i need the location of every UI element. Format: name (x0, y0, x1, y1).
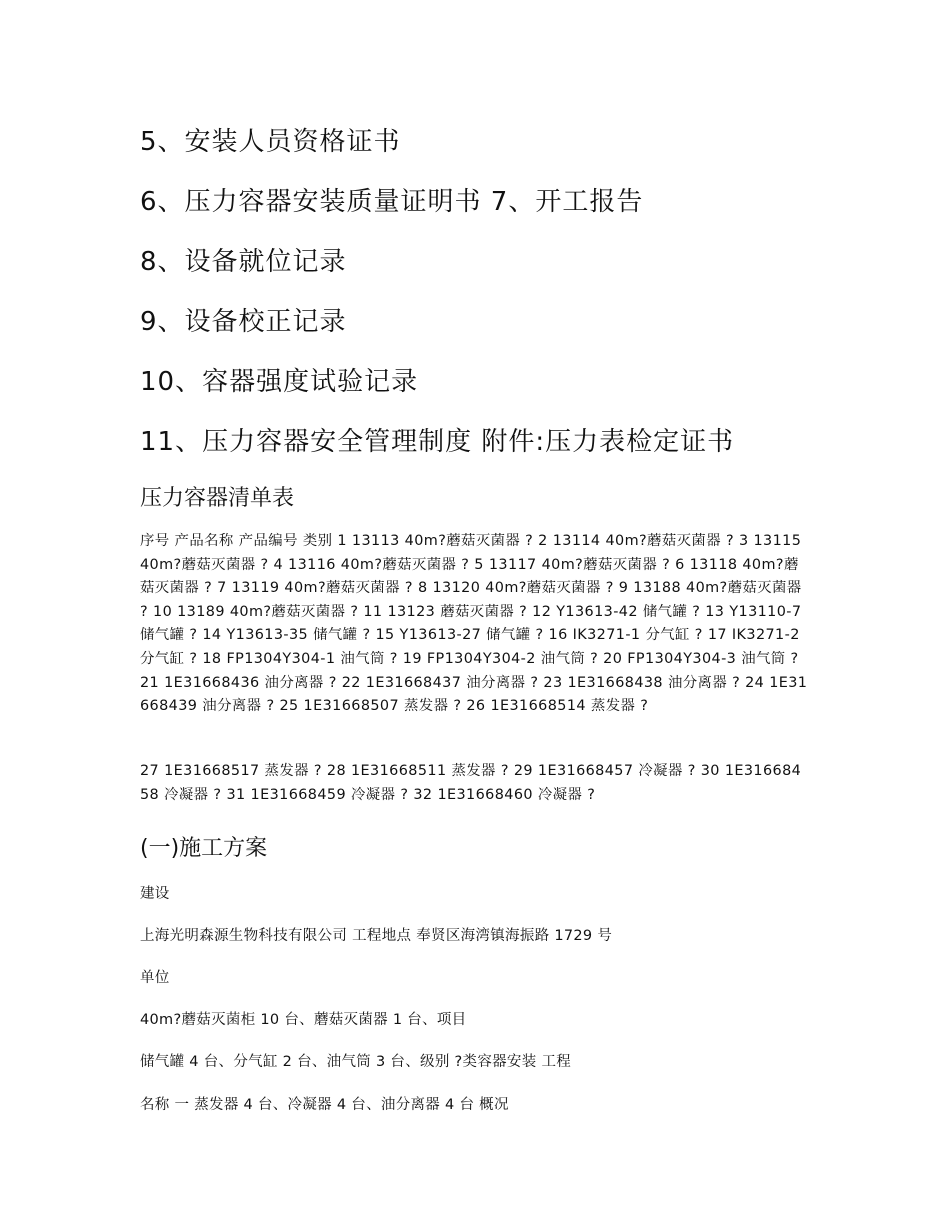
plan-line: 40m?蘑菇灭菌柜 10 台、蘑菇灭菌器 1 台、项目 (140, 1012, 467, 1028)
inventory-title: 压力容器清单表 (140, 486, 295, 511)
list-item-5: 5、安装人员资格证书 (140, 127, 401, 157)
plan-line: 建设 (140, 886, 170, 902)
plan-title: (一)施工方案 (140, 836, 268, 861)
list-item-10: 10、容器强度试验记录 (140, 367, 419, 397)
list-item-6-7: 6、压力容器安装质量证明书 7、开工报告 (140, 187, 644, 217)
list-item-9: 9、设备校正记录 (140, 307, 347, 337)
inventory-paragraph-2: 27 1E31668517 蒸发器 ? 28 1E31668511 蒸发器 ? 29 1E31668457 冷凝器 ? 30 1E31668458 冷凝器 ? 31 1E31668459 冷凝器 ? 32 1E31668460 冷凝器 ? (140, 763, 802, 803)
list-item-8: 8、设备就位记录 (140, 247, 347, 277)
plan-line: 上海光明森源生物科技有限公司 工程地点 奉贤区海湾镇海振路 1729 号 (140, 928, 613, 944)
list-item-11: 11、压力容器安全管理制度 附件:压力表检定证书 (140, 427, 735, 457)
plan-line: 储气罐 4 台、分气缸 2 台、油气筒 3 台、级别 ?类容器安装 工程 (140, 1054, 572, 1070)
plan-line: 名称 一 蒸发器 4 台、冷凝器 4 台、油分离器 4 台 概况 (140, 1097, 509, 1113)
plan-line: 单位 (140, 970, 170, 986)
inventory-paragraph-1: 序号 产品名称 产品编号 类别 1 13113 40m?蘑菇灭菌器 ? 2 13114 40m?蘑菇灭菌器 ? 3 13115 40m?蘑菇灭菌器 ? 4 13116 40m?蘑菇灭菌器 ? 5 13117 40m?蘑菇灭菌器 ? 6 13118 40m?蘑菇灭菌器 ? 7 13119 40m?蘑菇灭菌器 ? 8 13120 40m?蘑菇灭菌器 ? 9 13188 40m?蘑菇灭菌器 ? 10 13189 40m?蘑菇灭菌器 ? 11 13123 蘑菇灭菌器 ? 12 Y13613-42 储气罐 ? 13 Y13110-7 储气罐 ? 14 Y13613-35 储气罐 ? 15 Y13613-27 储气罐 ? 16 IK3271-1 分气缸 ? 17 IK3271-2 分气缸 ? 18 FP1304Y304-1 油气筒 ? 19 FP1304Y304-2 油气筒 ? 20 FP1304Y304-3 油气筒 ? 21 1E31668436 油分离器 ? 22 1E31668437 油分离器 ? 23 1E31668438 油分离器 ? 24 1E31668439 油分离器 ? 25 1E31668507 蒸发器 ? 26 1E31668514 蒸发器 ? (140, 533, 808, 715)
